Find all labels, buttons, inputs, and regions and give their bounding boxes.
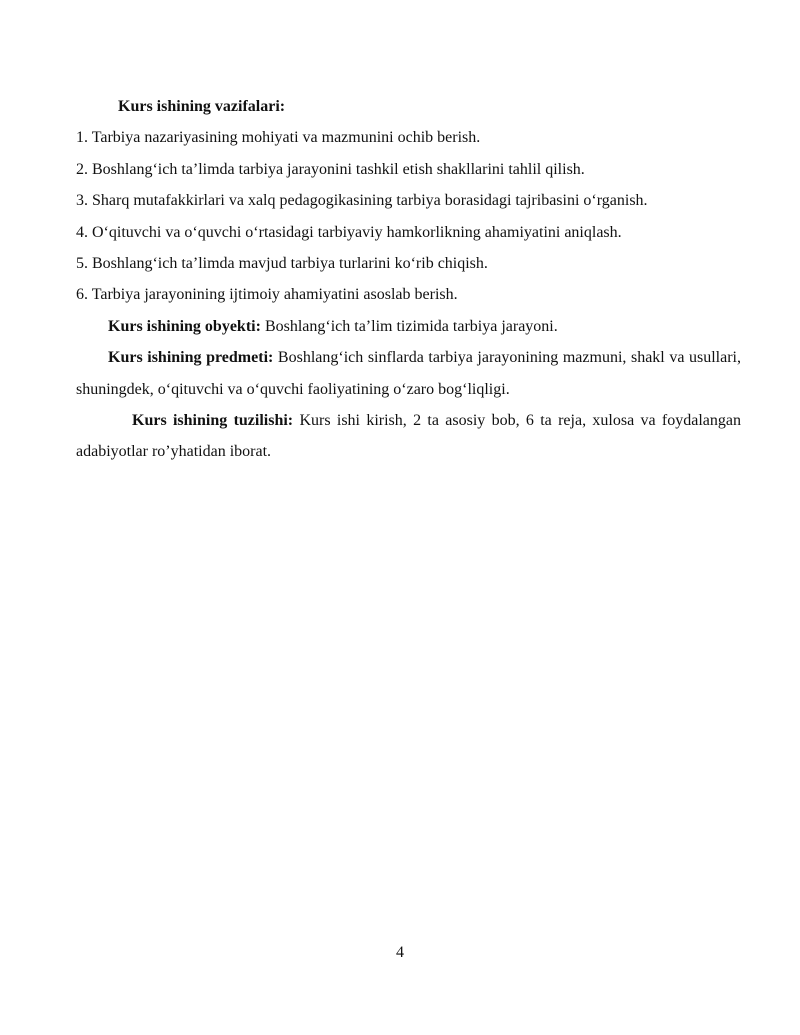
object-paragraph: [76, 311, 741, 342]
task-item-1: 1. Tarbiya nazariyasining mohiyati va mazmunini ochib berish.: [76, 129, 481, 147]
object-label: Kurs ishining obyekti:: [108, 317, 261, 335]
tasks-heading: Kurs ishining vazifalari:: [118, 98, 286, 115]
page-body: [76, 91, 741, 468]
subject-label: Kurs ishining predmeti:: [108, 349, 274, 367]
structure-paragraph: [76, 405, 741, 468]
subject-text: Boshlang‘ich sinflarda tarbiya jarayonining mazmuni, shakl va usullari, shuningdek, o‘qituvchi va o‘quvchi faoliyatining o‘zaro bog‘liqligi.: [76, 349, 741, 398]
object-text: Boshlang‘ich ta’lim tizimida tarbiya jarayoni.: [260, 317, 558, 335]
task-item-4: 4. O‘qituvchi va o‘quvchi o‘rtasidagi tarbiyaviy hamkorlikning ahamiyatini aniqlash.: [76, 223, 622, 241]
structure-text: Kurs ishi kirish, 2 ta asosiy bob, 6 ta reja, xulosa va foydalangan adabiyotlar ro’yhatidan iborat.: [76, 412, 741, 461]
task-item-5: 5. Boshlang‘ich ta’limda mavjud tarbiya turlarini ko‘rib chiqish.: [76, 255, 488, 273]
page-number: 4: [396, 944, 404, 961]
task-item-2: 2. Boshlang‘ich ta’limda tarbiya jarayonini tashkil etish shakllarini tahlil qilish.: [76, 160, 585, 178]
task-item-6: 6. Tarbiya jarayonining ijtimoiy ahamiyatini asoslab berish.: [76, 286, 458, 304]
structure-label: Kurs ishining tuzilishi:: [132, 412, 294, 430]
subject-paragraph: [76, 342, 741, 405]
task-item-3: 3. Sharq mutafakkirlari va xalq pedagogikasining tarbiya borasidagi tajribasini o‘rganish.: [76, 192, 648, 210]
